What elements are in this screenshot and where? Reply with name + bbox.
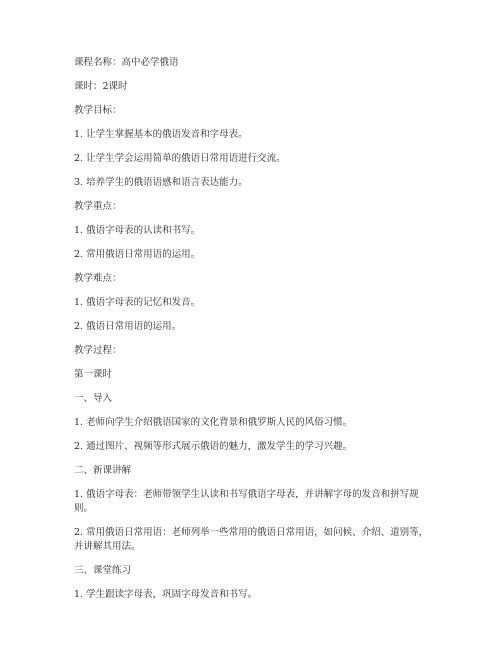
practice-item: 1. 学生跟读字母表，巩固字母发音和书写。 [74, 589, 258, 600]
lesson-title: 第一课时 [74, 369, 113, 380]
objective-item: 1. 让学生掌握基本的俄语发音和字母表。 [74, 129, 248, 140]
process-heading: 教学过程： [74, 345, 122, 356]
intro-heading: 一、导入 [74, 393, 113, 404]
course-hours: 课时：2课时 [74, 81, 128, 92]
objectives-heading: 教学目标： [74, 105, 122, 116]
key-point-item: 1. 俄语字母表的认读和书写。 [74, 225, 201, 236]
new-lesson-heading: 二、新课讲解 [74, 465, 132, 476]
objective-item: 3. 培养学生的俄语语感和语言表达能力。 [74, 177, 248, 188]
intro-item: 2. 通过图片、视频等形式展示俄语的魅力，激发学生的学习兴趣。 [74, 441, 353, 452]
new-lesson-item: 1. 俄语字母表：老师带领学生认读和书写俄语字母表，并讲解字母的发音和拼写规则。 [74, 489, 419, 514]
document-page [74, 56, 434, 602]
objective-item: 2. 让学生学会运用简单的俄语日常用语进行交流。 [74, 153, 286, 164]
difficulty-item: 2. 俄语日常用语的运用。 [74, 321, 182, 332]
intro-item: 1. 老师向学生介绍俄语国家的文化背景和俄罗斯人民的风俗习惯。 [74, 417, 353, 428]
key-point-item: 2. 常用俄语日常用语的运用。 [74, 249, 201, 260]
course-name: 课程名称：高中必学俄语 [74, 57, 179, 68]
difficulties-heading: 教学难点： [74, 273, 122, 284]
practice-heading: 三、课堂练习 [74, 565, 132, 576]
key-points-heading: 教学重点： [74, 201, 122, 212]
new-lesson-item: 2. 常用俄语日常用语：老师列举一些常用的俄语日常用语，如问候、介绍、道别等，并讲解其用法。 [74, 527, 429, 552]
difficulty-item: 1. 俄语字母表的记忆和发音。 [74, 297, 201, 308]
